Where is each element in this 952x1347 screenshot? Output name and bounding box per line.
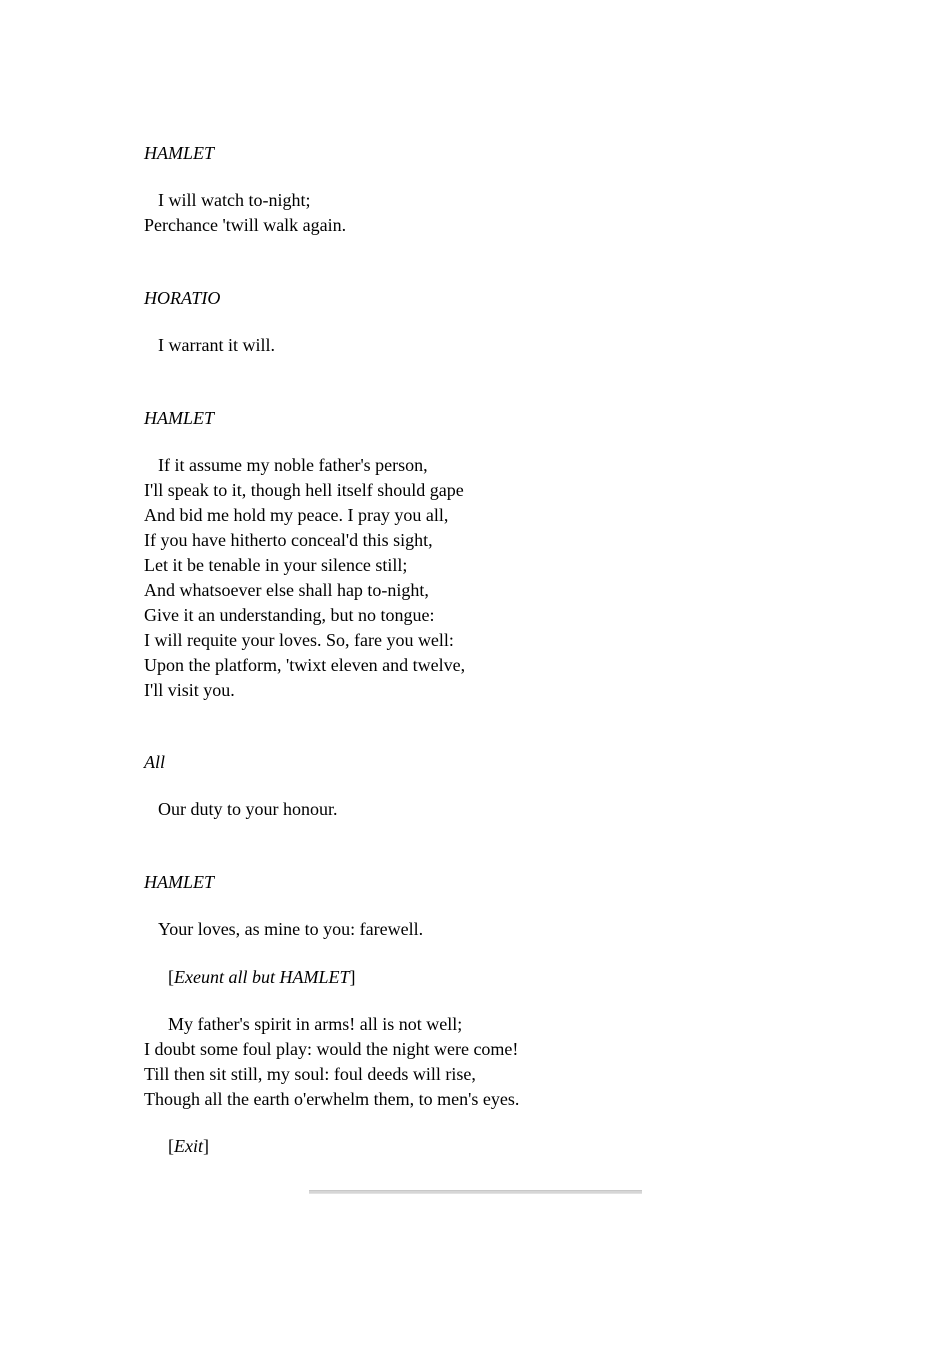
speech-line: Give it an understanding, but no tongue:: [144, 605, 435, 625]
bracket-close: ]: [203, 1136, 209, 1156]
speech-line: I'll speak to it, though hell itself should gape: [144, 480, 464, 500]
speaker-name: HAMLET: [144, 872, 215, 892]
speech: [144, 333, 275, 358]
speaker-name: All: [144, 752, 165, 772]
speech-line: If it assume my noble father's person,: [158, 455, 428, 475]
speech-line: Your loves, as mine to you: farewell.: [158, 919, 424, 939]
speech-line: And whatsoever else shall hap to-night,: [144, 580, 429, 600]
speech-line: I warrant it will.: [158, 335, 275, 355]
speech-line: Upon the platform, 'twixt eleven and twelve,: [144, 655, 466, 675]
speaker-name: HAMLET: [144, 143, 215, 163]
speech-line: Till then sit still, my soul: foul deeds will rise,: [144, 1064, 476, 1084]
bracket-open: [: [168, 1136, 174, 1156]
speech-line: Our duty to your honour.: [158, 799, 338, 819]
speaker-name: HORATIO: [144, 288, 221, 308]
speaker-name: HAMLET: [144, 408, 215, 428]
speech-line: I doubt some foul play: would the night were come!: [144, 1039, 519, 1059]
speech-line: Let it be tenable in your silence still;: [144, 555, 408, 575]
speech-line: And bid me hold my peace. I pray you all,: [144, 505, 449, 525]
stage-direction-text: Exeunt all but HAMLET: [174, 967, 350, 987]
stage-direction: [168, 967, 355, 987]
horizontal-rule: [309, 1190, 642, 1194]
speech: [144, 453, 465, 703]
speech-line: Though all the earth o'erwhelm them, to men's eyes.: [144, 1089, 520, 1109]
soliloquy: [144, 1012, 519, 1112]
speech-line: I will watch to-night;: [158, 190, 311, 210]
speech-line: I will requite your loves. So, fare you well:: [144, 630, 454, 650]
stage-direction: [168, 1136, 209, 1156]
speech: [144, 188, 346, 238]
speech-line: I'll visit you.: [144, 680, 235, 700]
stage-direction-text: Exit: [174, 1136, 203, 1156]
speech: [144, 917, 423, 942]
speech-line: My father's spirit in arms! all is not well;: [168, 1014, 463, 1034]
speech: [144, 797, 338, 822]
bracket-open: [: [168, 967, 174, 987]
speech-line: If you have hitherto conceal'd this sight,: [144, 530, 433, 550]
speech-line: Perchance 'twill walk again.: [144, 215, 347, 235]
bracket-close: ]: [349, 967, 356, 987]
